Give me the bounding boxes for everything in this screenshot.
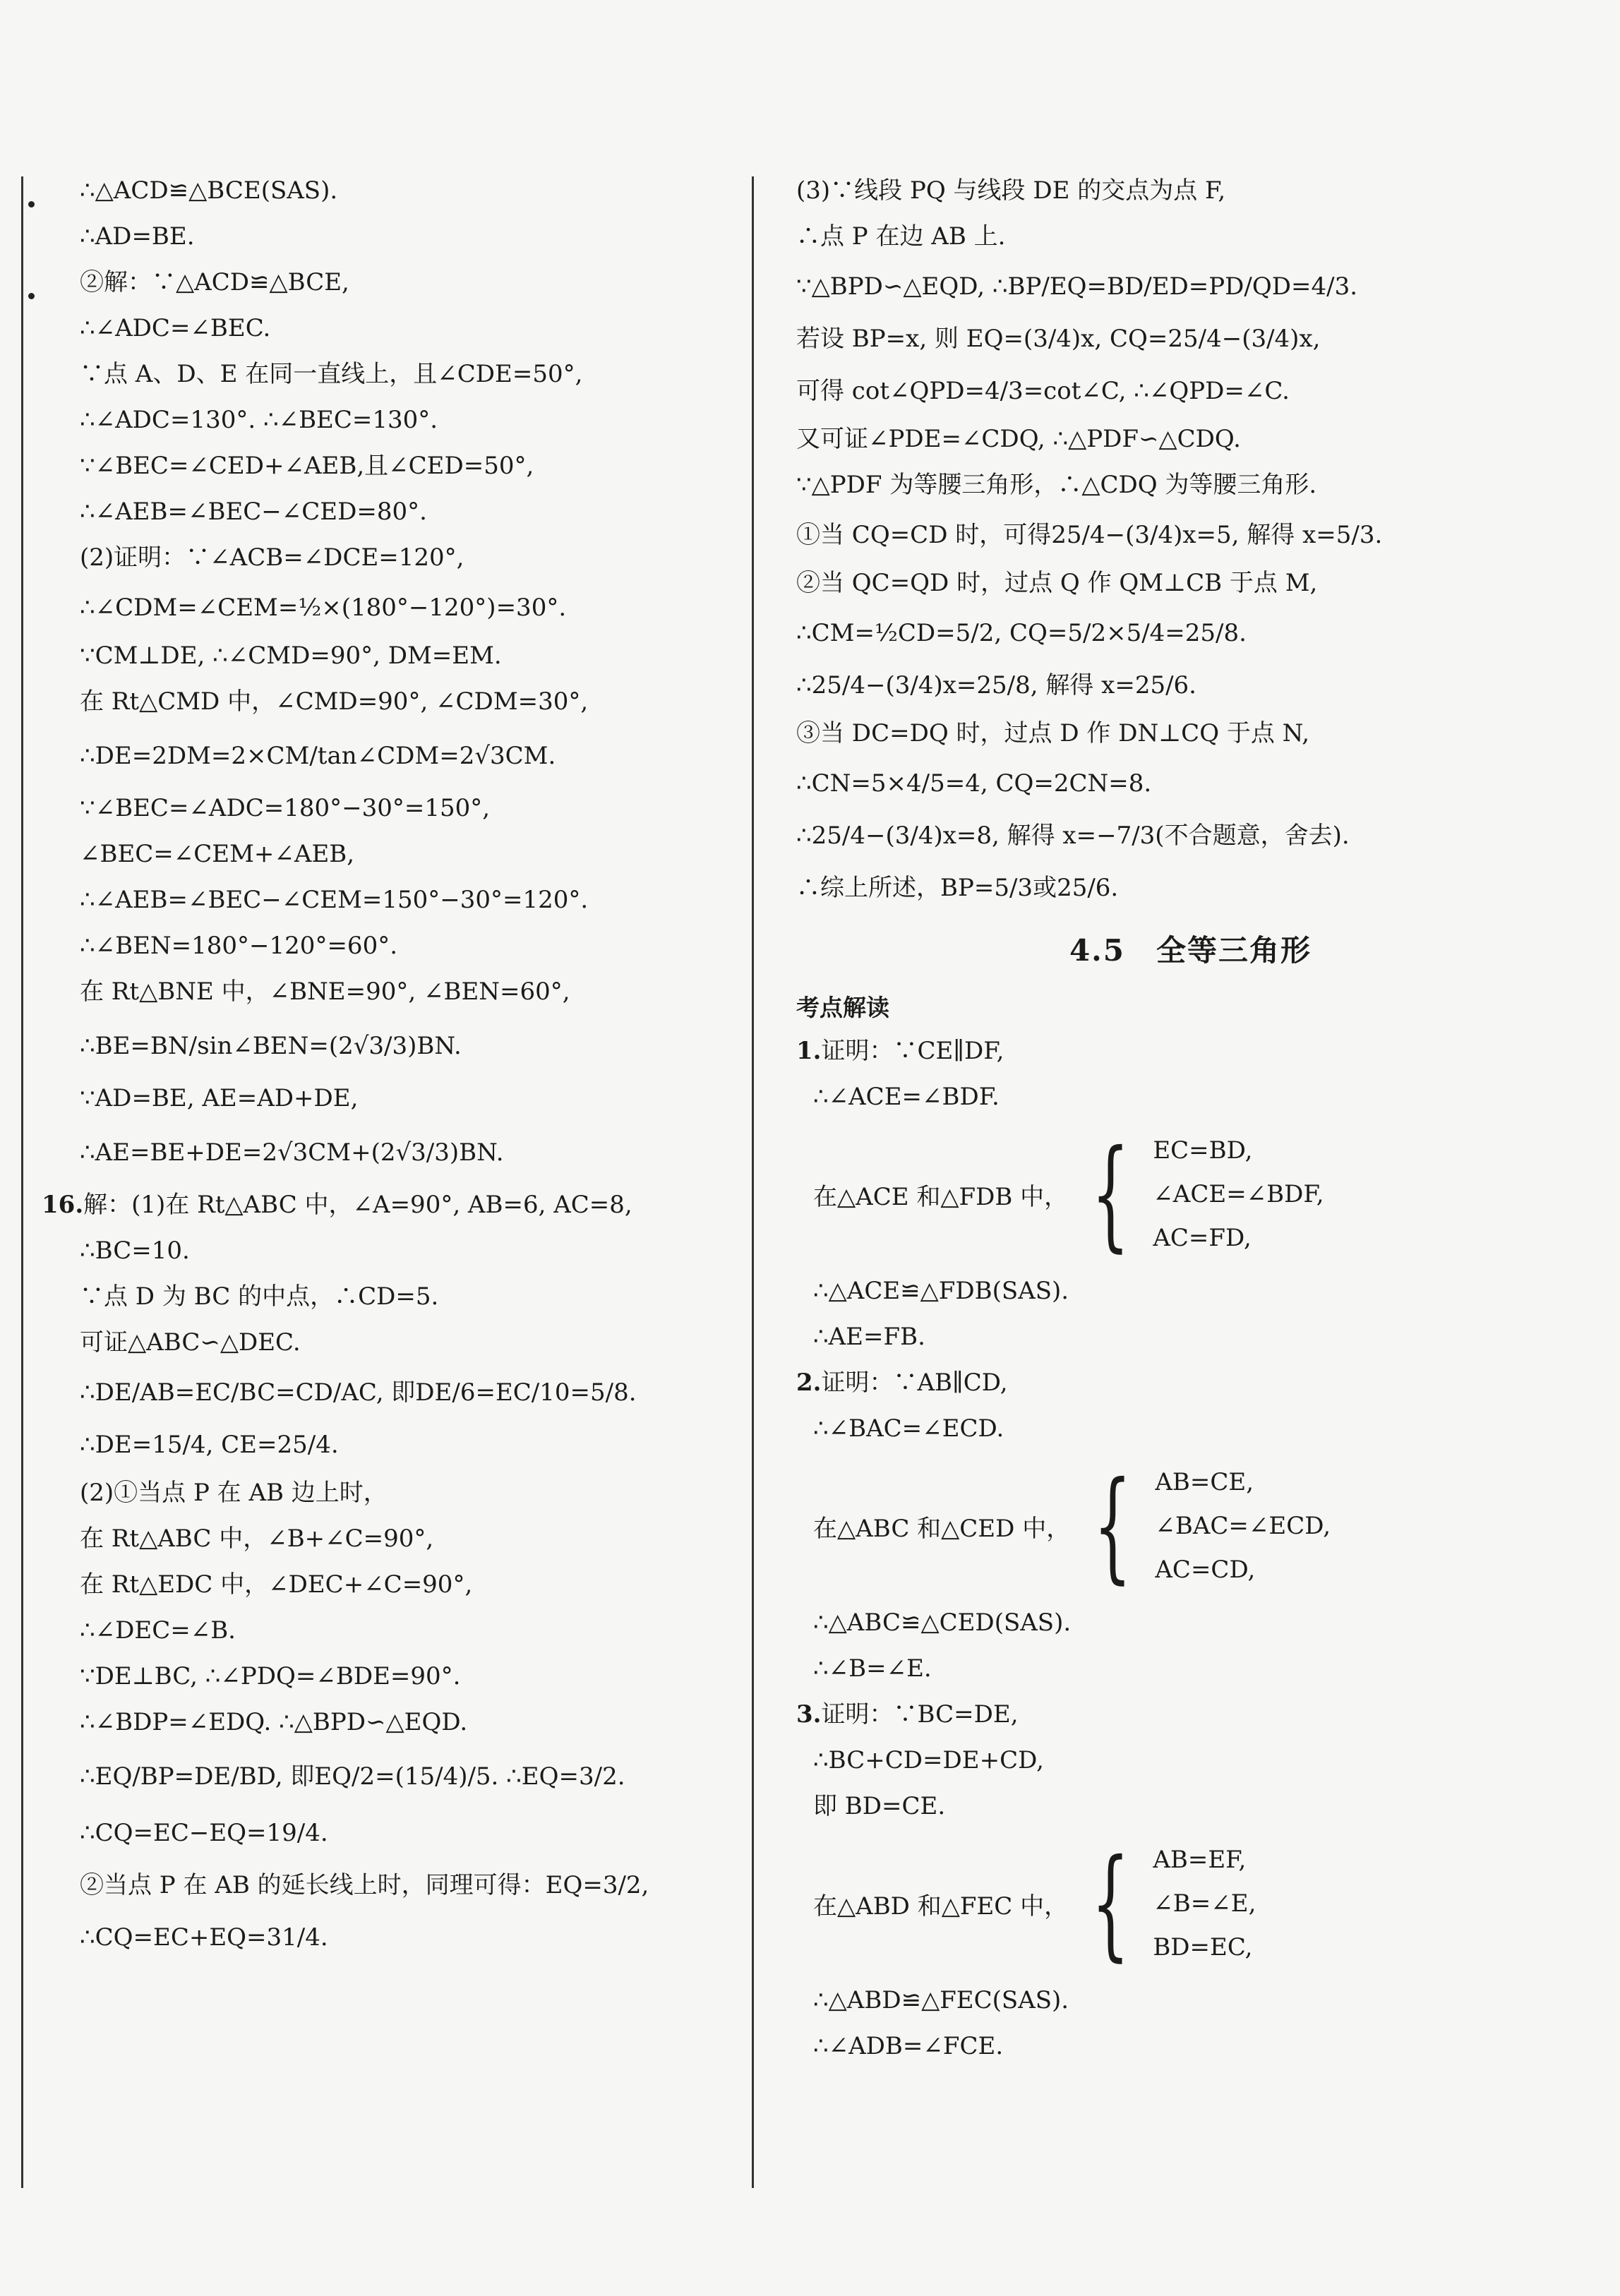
- system-row: AB=CE,: [1155, 1468, 1254, 1496]
- system-row: ∠BAC=∠ECD,: [1155, 1512, 1331, 1540]
- solution-line: 又可证∠PDE=∠CDQ, ∴△PDF∽△CDQ.: [796, 425, 1241, 453]
- question-3-first-line: [796, 1700, 1585, 1729]
- equation-system: [813, 1456, 1585, 1596]
- solution-line: ∴DE/AB=EC/BC=CD/AC, 即DE/6=EC/10=5/8.: [80, 1378, 637, 1407]
- solution-line: (2)证明：∵∠ACB=∠DCE=120°,: [80, 543, 464, 572]
- question-number: 2.: [796, 1369, 822, 1397]
- system-row: AB=EF,: [1153, 1846, 1247, 1874]
- sub-heading: 考点解读: [796, 994, 889, 1021]
- system-lead: 在△ABD 和△FEC 中，: [813, 1892, 1069, 1921]
- left-brace: {: [1091, 1124, 1130, 1264]
- question-2-first-line: [796, 1369, 1585, 1397]
- solution-line: ∴AD=BE.: [80, 222, 195, 251]
- solution-line: ∴BC=10.: [80, 1237, 190, 1265]
- solution-line: ∴∠ADB=∠FCE.: [813, 2032, 1004, 2060]
- solution-line: ∴BE=BN/sin∠BEN=(2√3/3)BN.: [80, 1032, 462, 1060]
- system-row: ∠B=∠E,: [1153, 1889, 1256, 1918]
- solution-line: 在 Rt△EDC 中，∠DEC+∠C=90°,: [80, 1570, 473, 1599]
- solution-line: ∴∠DEC=∠B.: [80, 1616, 236, 1645]
- solution-line: ∴点 P 在边 AB 上.: [796, 222, 1006, 251]
- solution-line: ∴∠BDP=∠EDQ. ∴△BPD∽△EQD.: [80, 1708, 468, 1736]
- system-row: ∠ACE=∠BDF,: [1153, 1180, 1324, 1208]
- solution-line: ∴△ABC≌△CED(SAS).: [813, 1609, 1072, 1637]
- solution-line: ∴∠AEB=∠BEC−∠CED=80°.: [80, 498, 427, 526]
- question-16-first-line: [42, 1191, 720, 1219]
- solution-line: ∵DE⊥BC, ∴∠PDQ=∠BDE=90°.: [80, 1662, 461, 1690]
- solution-line: ∴∠ACE=∠BDF.: [813, 1083, 1000, 1111]
- solution-line: ∴∠BEN=180°−120°=60°.: [80, 932, 398, 960]
- solution-line: ∴△ABD≌△FEC(SAS).: [813, 1986, 1069, 2014]
- solution-line: ∴CQ=EC−EQ=19/4.: [80, 1819, 328, 1847]
- solution-line: ∴CM=½CD=5/2, CQ=5/2×5/4=25/8.: [796, 619, 1247, 647]
- solution-line: ②当 QC=QD 时，过点 Q 作 QM⊥CB 于点 M,: [796, 569, 1318, 597]
- solution-line: ∠BEC=∠CEM+∠AEB,: [80, 840, 355, 868]
- solution-line: ∴∠ADC=∠BEC.: [80, 314, 271, 342]
- question-number: 1.: [796, 1037, 822, 1065]
- solution-line: ∵点 A、D、E 在同一直线上，且∠CDE=50°,: [80, 360, 583, 388]
- solution-line: 即 BD=CE.: [813, 1792, 946, 1820]
- solution-line: (3)∵线段 PQ 与线段 DE 的交点为点 F,: [796, 176, 1226, 205]
- system-rows: [1155, 1460, 1331, 1592]
- solution-line: ∴AE=FB.: [813, 1323, 925, 1351]
- solution-line: ②当点 P 在 AB 的延长线上时，同理可得：EQ=3/2,: [80, 1871, 649, 1899]
- solution-line: ∴DE=15/4, CE=25/4.: [80, 1431, 339, 1459]
- question-number: 3.: [796, 1700, 822, 1729]
- solution-line: 可证△ABC∽△DEC.: [80, 1328, 301, 1357]
- solution-line: ∴DE=2DM=2×CM/tan∠CDM=2√3CM.: [80, 742, 556, 770]
- solution-line: 可得 cot∠QPD=4/3=cot∠C, ∴∠QPD=∠C.: [796, 377, 1290, 405]
- solution-line: 在 Rt△CMD 中，∠CMD=90°, ∠CDM=30°,: [80, 687, 589, 716]
- solution-line: ③当 DC=DQ 时，过点 D 作 DN⊥CQ 于点 N,: [796, 719, 1310, 747]
- solution-line: ∴∠CDM=∠CEM=½×(180°−120°)=30°.: [80, 594, 567, 622]
- section-title: 4.5 全等三角形: [1069, 933, 1312, 968]
- solution-line: 证明：∵AB∥CD,: [821, 1369, 1008, 1397]
- equation-system: [813, 1834, 1585, 1973]
- solution-line: ∴CQ=EC+EQ=31/4.: [80, 1923, 328, 1952]
- solution-line: 若设 BP=x, 则 EQ=(3/4)x, CQ=25/4−(3/4)x,: [796, 325, 1321, 353]
- question-1-first-line: [796, 1037, 1585, 1065]
- solution-line: 在 Rt△BNE 中，∠BNE=90°, ∠BEN=60°,: [80, 978, 570, 1006]
- solution-line: ∴BC+CD=DE+CD,: [813, 1746, 1044, 1774]
- solution-line: 证明：∵BC=DE,: [821, 1700, 1019, 1729]
- solution-line: 在 Rt△ABC 中，∠B+∠C=90°,: [80, 1525, 434, 1553]
- solution-line: ∴AE=BE+DE=2√3CM+(2√3/3)BN.: [80, 1138, 504, 1167]
- solution-line: ∴△ACE≌△FDB(SAS).: [813, 1277, 1069, 1305]
- solution-line: 证明：∵CE∥DF,: [821, 1037, 1004, 1065]
- solution-line: ∴EQ/BP=DE/BD, 即EQ/2=(15/4)/5. ∴EQ=3/2.: [80, 1762, 625, 1791]
- left-brace: {: [1091, 1834, 1130, 1973]
- system-rows: [1153, 1838, 1256, 1969]
- system-row: AC=CD,: [1155, 1556, 1256, 1584]
- solution-line: ∴∠B=∠E.: [813, 1654, 932, 1683]
- solution-line: ①当 CQ=CD 时，可得25/4−(3/4)x=5, 解得 x=5/3.: [796, 521, 1383, 549]
- system-lead: 在△ABC 和△CED 中，: [813, 1514, 1071, 1543]
- solution-line: ∵CM⊥DE, ∴∠CMD=90°, DM=EM.: [80, 642, 502, 670]
- equation-system: [813, 1124, 1585, 1264]
- solution-line: (2)①当点 P 在 AB 边上时，: [80, 1479, 388, 1507]
- solution-line: ∴25/4−(3/4)x=25/8, 解得 x=25/6.: [796, 671, 1196, 699]
- question-number: 16.: [42, 1191, 84, 1219]
- system-row: EC=BD,: [1153, 1136, 1253, 1165]
- solution-line: ∵AD=BE, AE=AD+DE,: [80, 1084, 359, 1112]
- solution-line: ∵△BPD∽△EQD, ∴BP/EQ=BD/ED=PD/QD=4/3.: [796, 272, 1358, 301]
- solution-line: ∴△ACD≌△BCE(SAS).: [80, 176, 338, 205]
- solution-line: ∵△PDF 为等腰三角形，∴△CDQ 为等腰三角形.: [796, 471, 1317, 499]
- solution-line: ∵∠BEC=∠CED+∠AEB,且∠CED=50°,: [80, 452, 534, 480]
- solution-line: ∵点 D 为 BC 的中点，∴CD=5.: [80, 1282, 439, 1311]
- system-lead: 在△ACE 和△FDB 中，: [813, 1182, 1069, 1211]
- solution-line: ∴综上所述，BP=5/3或25/6.: [796, 874, 1119, 902]
- solution-line: ∴25/4−(3/4)x=8, 解得 x=−7/3(不合题意，舍去).: [796, 822, 1350, 850]
- solution-line: ∴CN=5×4/5=4, CQ=2CN=8.: [796, 769, 1152, 798]
- left-column: [21, 176, 720, 2188]
- solution-line: ∴∠BAC=∠ECD.: [813, 1414, 1004, 1443]
- solution-line: ∴∠ADC=130°. ∴∠BEC=130°.: [80, 406, 438, 434]
- system-row: AC=FD,: [1153, 1224, 1252, 1252]
- left-brace: {: [1093, 1456, 1132, 1596]
- right-column: [752, 176, 1585, 2188]
- system-rows: [1153, 1129, 1324, 1260]
- solution-line: ∴∠AEB=∠BEC−∠CEM=150°−30°=120°.: [80, 886, 589, 914]
- system-row: BD=EC,: [1153, 1933, 1253, 1961]
- solution-line: ②解：∵△ACD≌△BCE,: [80, 268, 349, 296]
- solution-line: 解：(1)在 Rt△ABC 中，∠A=90°, AB=6, AC=8,: [83, 1191, 632, 1219]
- solution-line: ∵∠BEC=∠ADC=180°−30°=150°,: [80, 794, 491, 822]
